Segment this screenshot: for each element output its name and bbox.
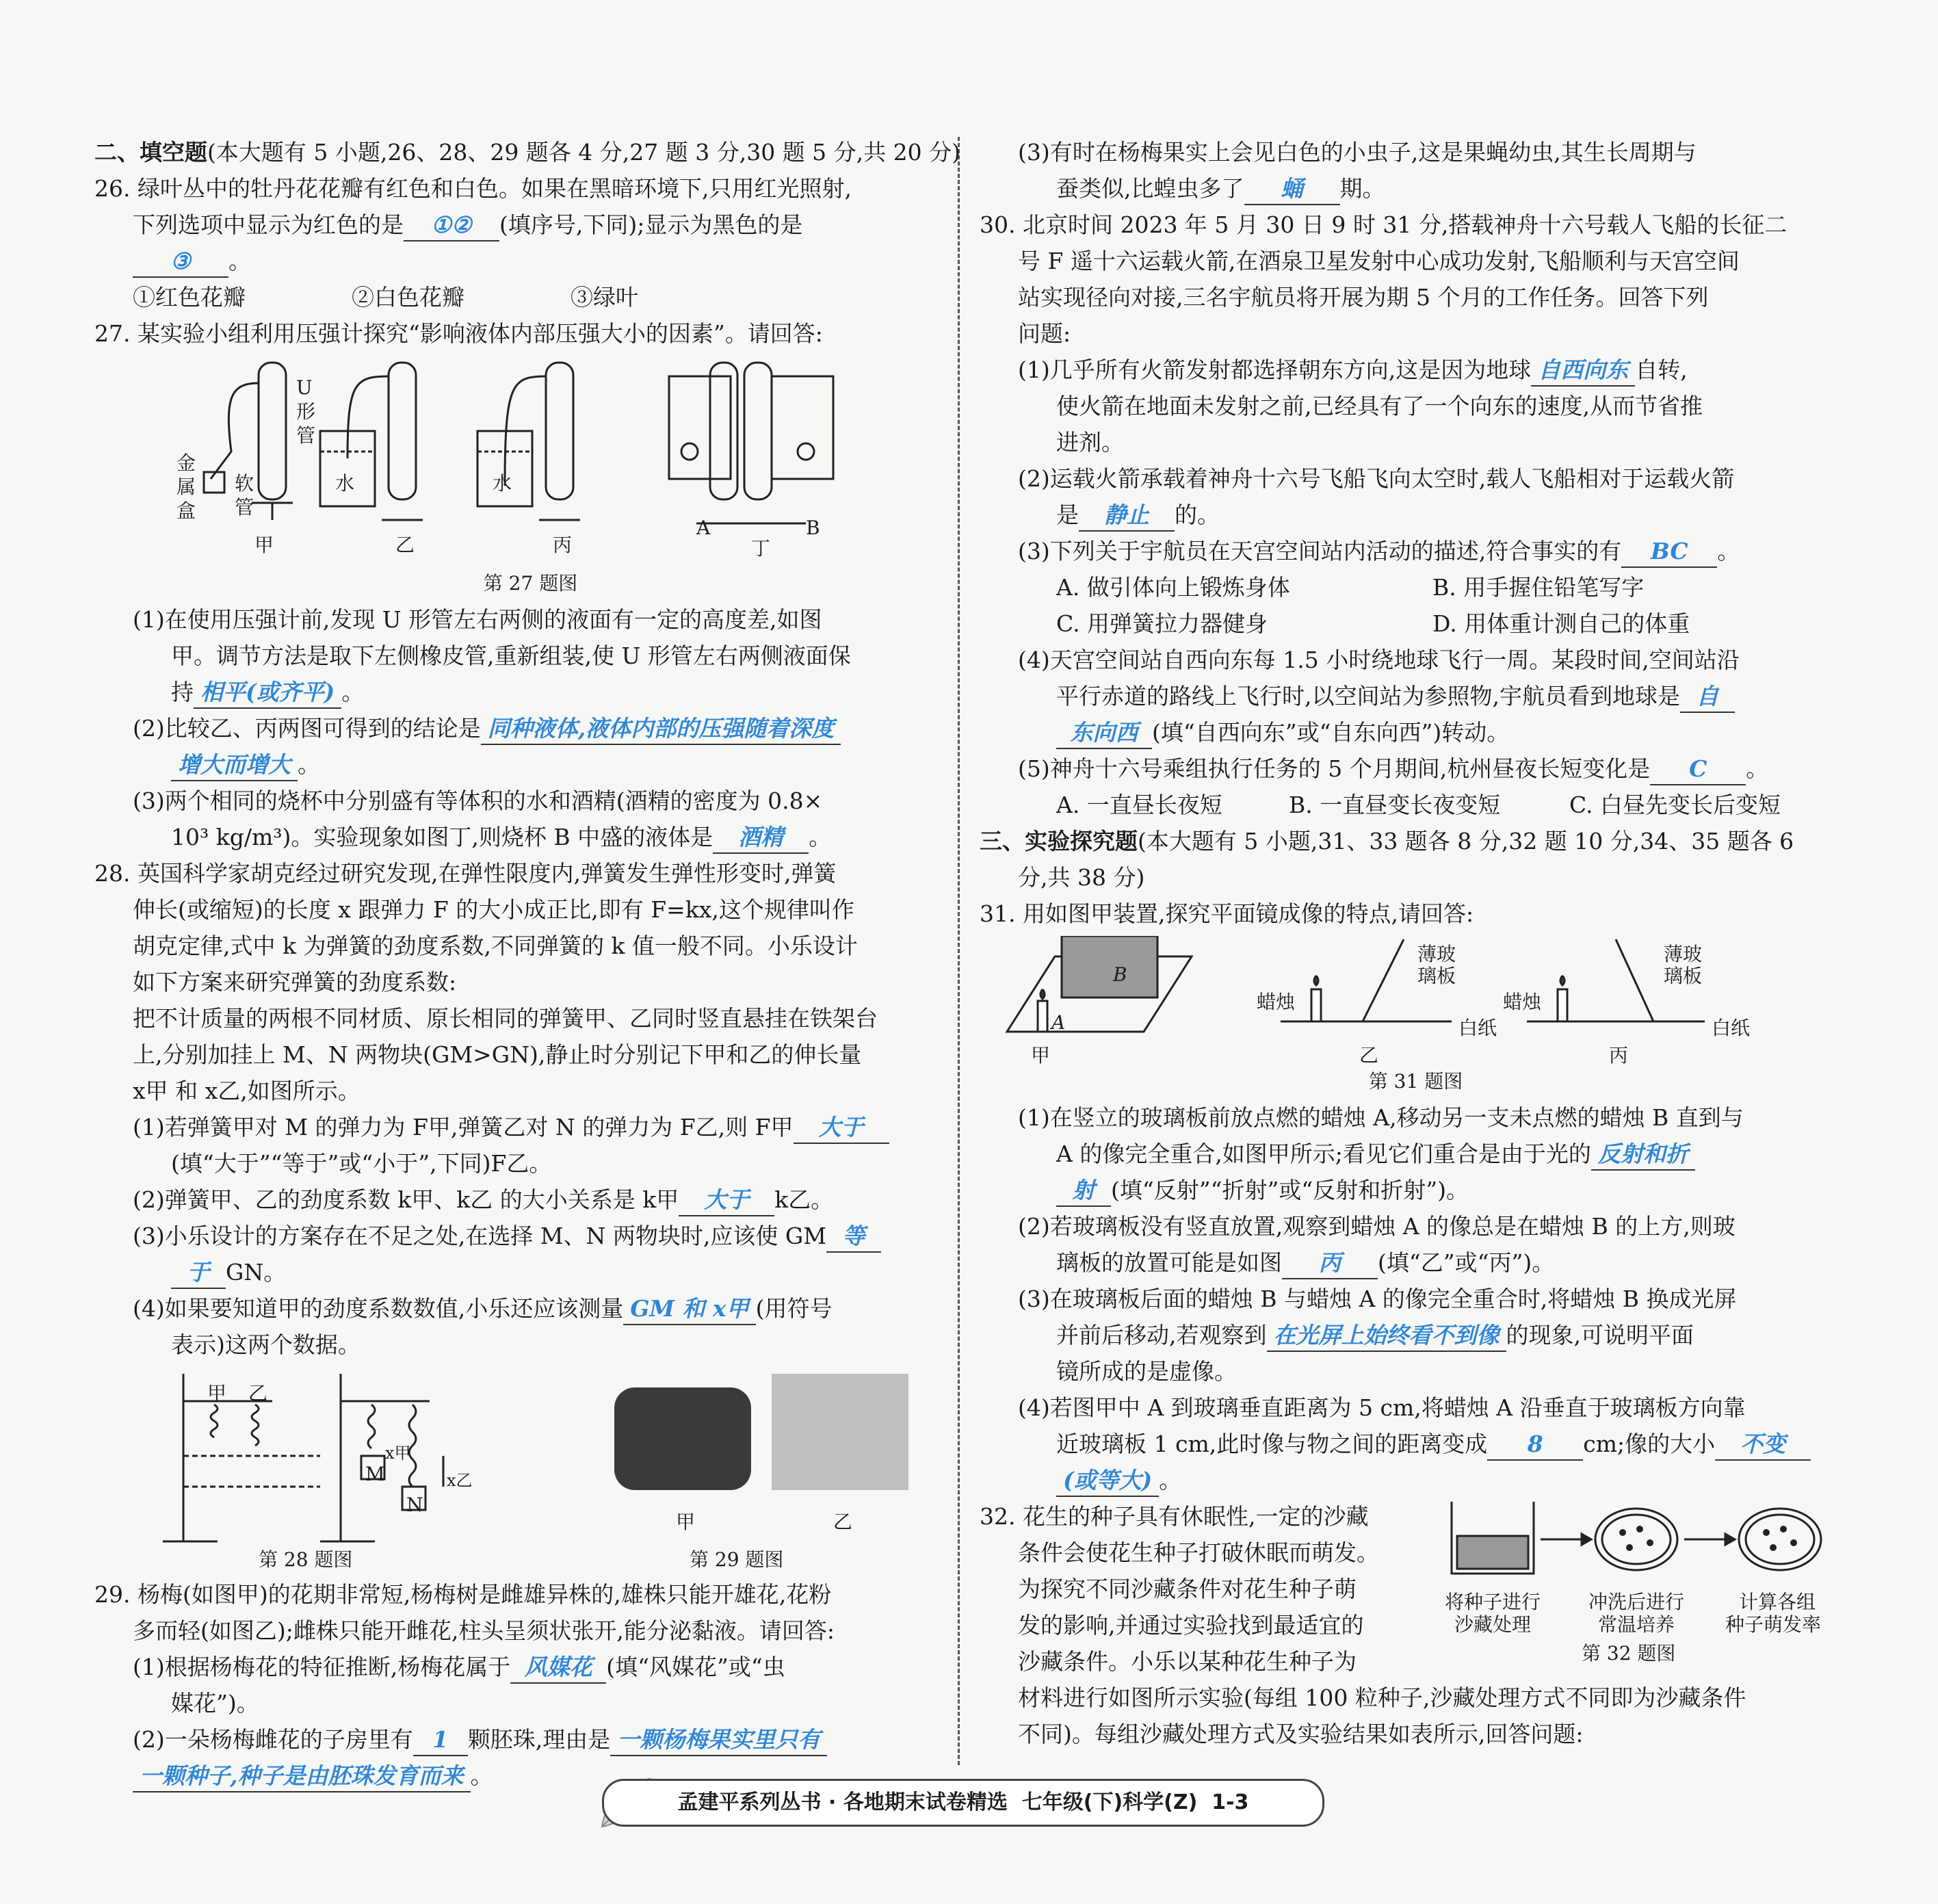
right-column (980, 134, 1852, 1752)
page-footer (602, 1779, 1324, 1827)
q29-line2: 多而轻(如图乙);雌株只能开雌花,柱头呈须状张开,能分泌黏液。请回答: (133, 1617, 835, 1644)
q29-fig-yi: 乙 (833, 1511, 853, 1533)
q30-p5-options (980, 787, 1852, 823)
q29-text: 。 (470, 1762, 493, 1789)
q28-text: k乙。 (774, 1186, 834, 1213)
q27-fig-ruan: 软 (235, 472, 254, 495)
q26-line1: 26. 绿叶丛中的牡丹花花瓣有红色和白色。如果在黑暗环境下,只用红光照射, (94, 175, 852, 202)
section3-heading (980, 823, 1852, 859)
q30-p3-options-1 (980, 569, 1852, 605)
q30-p4-line3 (980, 714, 1852, 751)
q30-line2: 号 F 遥十六运载火箭,在酒泉卫星发射中心成功发射,飞船顺利与天宫空间 (1018, 248, 1740, 274)
q30-text: 是 (1056, 501, 1079, 528)
q31-text: 近玻璃板 1 cm,此时像与物之间的距离变成 (1056, 1431, 1488, 1457)
q27-p1-line3 (94, 674, 967, 710)
q29-answer-3a: 一颗杨梅果实里只有 (610, 1725, 827, 1756)
q28-line4: 如下方案来研究弹簧的劲度系数: (133, 969, 457, 995)
q26-option-2: ②白色花瓣 (352, 284, 464, 311)
footer-grade: 七年级(下)科学(Z) (1021, 1790, 1198, 1814)
q27-line1: 27. 某实验小组利用压强计探究“影响液体内部压强大小的因素”。请回答: (94, 320, 823, 347)
q30-line3: 站实现径向对接,三名宇航员将开展为期 5 个月的工作任务。回答下列 (1018, 284, 1709, 311)
q31-answer-2: 丙 (1282, 1248, 1378, 1279)
q28-line2: 伸长(或缩短)的长度 x 跟弹力 F 的大小成正比,即有 F=kx,这个规律叫作 (133, 896, 854, 923)
q31-fig-candle-2: 蜡烛 (1503, 991, 1542, 1013)
q31-text: 。 (1159, 1467, 1182, 1494)
section3-desc-2: 分,共 38 分) (1018, 864, 1145, 891)
q27-fig-he: 盒 (176, 499, 196, 522)
q30-answer-2: 静止 (1079, 500, 1175, 532)
q28-answer-3b: 于 (171, 1257, 226, 1289)
q28-text: (4)如果要知道甲的劲度系数数值,小乐还应该测量 (133, 1295, 624, 1322)
q27-fig-shui-1: 水 (335, 472, 355, 495)
q28-answer-2: 大于 (679, 1185, 774, 1216)
q31-answer-1b: 射 (1056, 1175, 1111, 1207)
q28-answer-3a: 等 (826, 1221, 881, 1253)
q27-text: (2)比较乙、丙两图可得到的结论是 (133, 715, 481, 742)
q29-answer-1: 风媒花 (510, 1652, 606, 1684)
q32-line6: 材料进行如图所示实验(每组 100 粒种子,沙藏处理方式不同即为沙藏条件 (1018, 1684, 1746, 1711)
q31-p2-line2 (980, 1244, 1852, 1281)
q30-p4-line2 (980, 678, 1852, 714)
q28-p2 (94, 1182, 967, 1218)
peanut-experiment-flow (1445, 1498, 1828, 1594)
q28-text: (3)小乐设计的方案存在不足之处,在选择 M、N 两物块时,应该使 GM (133, 1223, 827, 1249)
q31-text: 并前后移动,若观察到 (1056, 1322, 1267, 1348)
q28-line1: 28. 英国科学家胡克经过研究发现,在弹性限度内,弹簧发生弹性形变时,弹簧 (94, 860, 837, 887)
q30-p1-line1 (980, 352, 1852, 388)
q30-p1-line3: 进剂。 (1056, 429, 1124, 456)
q27-fig-ding: 丁 (751, 537, 771, 560)
q28-p1-line1 (94, 1109, 967, 1145)
q30-text: 。 (1746, 755, 1769, 782)
q27-answer-2b: 增大而增大 (171, 750, 298, 781)
q32-block (980, 1498, 1852, 1680)
q30-5-option-a: A. 一直昼长夜短 (1056, 792, 1222, 818)
q27-answer-1: 相平(或齐平) (194, 677, 341, 709)
section2-desc: (本大题有 5 小题,26、28、29 题各 4 分,27 题 3 分,30 题 5 分,共 20 分) (207, 139, 961, 166)
q28-line6: 上,分别加挂上 M、N 两物块(GM>GN),静止时分别记下甲和乙的伸长量 (133, 1041, 862, 1068)
q26-line3 (94, 243, 967, 279)
q27-answer-2a: 同种液体,液体内部的压强随着深度 (481, 714, 841, 745)
q31-p3-line1: (3)在玻璃板后面的蜡烛 B 与蜡烛 A 的像完全重合时,将蜡烛 B 换成光屏 (1018, 1286, 1737, 1312)
q29-text: 颗胚珠,理由是 (467, 1726, 611, 1753)
q28-fig-xjia: x甲 (385, 1444, 411, 1463)
q26-options (94, 279, 967, 315)
q30-answer-1: 自西向东 (1531, 355, 1635, 387)
q32-line4: 发的影响,并通过实验找到最适宜的 (1018, 1612, 1364, 1639)
q29-text: (2)一朵杨梅雌花的子房里有 (133, 1726, 413, 1753)
q30-answer-5: C (1650, 754, 1746, 785)
q29-p3-line2 (980, 170, 1852, 207)
q30-option-a: A. 做引体向上锻炼身体 (1056, 574, 1290, 601)
q31-text: (填“乙”或“丙”)。 (1378, 1249, 1555, 1276)
q31-fig-glass2-1: 璃板 (1417, 965, 1456, 987)
q29-text: (填“风媒花”或“虫 (606, 1654, 785, 1680)
q31-fig-glass2-2: 璃板 (1664, 965, 1703, 987)
q29-p1-line1 (94, 1649, 967, 1685)
q28-fig-xyi: x乙 (447, 1471, 473, 1490)
q31-fig-paper-1: 白纸 (1458, 1017, 1497, 1039)
q31-p1-line3 (980, 1172, 1852, 1208)
q28-p1-line2: (填“大于”“等于”或“小于”,下同)F乙。 (171, 1150, 552, 1177)
left-column (94, 134, 967, 1794)
q27-fig-shui-2: 水 (493, 472, 512, 495)
q29-p3-line1: (3)有时在杨梅果实上会见白色的小虫子,这是果蝇幼虫,其生长周期与 (1018, 139, 1697, 166)
q32-step2-line2: 常温培养 (1598, 1613, 1675, 1636)
q29-text: 蚕类似,比蝗虫多了 (1056, 175, 1244, 202)
q27-p3-line2 (94, 819, 967, 855)
bayberry-flower-photo-yi (772, 1374, 908, 1490)
q28-answer-4: GM 和 x甲 (623, 1294, 755, 1325)
q28-text: GN。 (226, 1259, 287, 1286)
q27-caption: 第 27 题图 (483, 572, 578, 595)
q30-line4: 问题: (1018, 320, 1071, 347)
q29-text: 期。 (1339, 175, 1385, 202)
q28-fig-yi: 乙 (248, 1382, 268, 1405)
q32-line7: 不同)。每组沙藏处理方式及实验结果如表所示,回答问题: (1018, 1721, 1584, 1747)
q32-step3-line1: 计算各组 (1739, 1591, 1816, 1613)
q29-answer-3b: 一颗种子,种子是由胚珠发育而来 (133, 1761, 471, 1792)
q29-p2-line1 (94, 1721, 967, 1758)
q31-p1-line1: (1)在竖立的玻璃板前放点燃的蜡烛 A,移动另一支未点燃的蜡烛 B 直到与 (1018, 1104, 1744, 1131)
q27-fig-bing: 丙 (553, 534, 573, 556)
q27-fig-yi: 乙 (395, 534, 415, 556)
q30-text: 平行赤道的路线上飞行时,以空间站为参照物,宇航员看到地球是 (1056, 683, 1680, 709)
q28-fig-m: M (365, 1463, 385, 1485)
q30-answer-4a: 自 (1680, 681, 1735, 713)
q28-p3-line1 (94, 1218, 967, 1254)
q31-answer-5a: 不变 (1715, 1429, 1811, 1461)
q31-answer-1a: 反射和折 (1591, 1139, 1695, 1171)
q27-figure (94, 356, 967, 561)
q31-p4-line2 (980, 1426, 1852, 1462)
q27-p2-line2 (94, 746, 967, 783)
q28-line3: 胡克定律,式中 k 为弹簧的劲度系数,不同弹簧的 k 值一般不同。小乐设计 (133, 933, 858, 959)
q30-5-option-b: B. 一直昼变长夜变短 (1289, 792, 1501, 818)
q30-option-b: B. 用手握住铅笔写字 (1432, 574, 1645, 601)
q27-fig-shu: 属 (176, 475, 196, 498)
q30-text: 自转, (1635, 356, 1688, 383)
bayberry-photo-jia (614, 1387, 751, 1490)
q30-p2-line2 (980, 497, 1852, 533)
q29-line1: 29. 杨梅(如图甲)的花期非常短,杨梅树是雌雄异株的,雄株只能开雄花,花粉 (94, 1581, 832, 1608)
q29-answer-2: 1 (413, 1725, 468, 1756)
q28-q29-figures (94, 1367, 967, 1572)
q26-text: 。 (228, 248, 251, 274)
q32-figure (1445, 1498, 1828, 1676)
q31-fig-a: A (1051, 1011, 1066, 1034)
q31-p4-line3 (980, 1462, 1852, 1498)
q31-fig-jia: 甲 (1031, 1044, 1051, 1067)
q31-answer-4: 8 (1487, 1429, 1583, 1461)
q31-fig-yi: 乙 (1359, 1044, 1379, 1067)
section2-heading (94, 134, 967, 170)
q27-p1-line1: (1)在使用压强计前,发现 U 形管左右两侧的液面有一定的高度差,如图 (133, 606, 822, 633)
q27-p1-line2: 甲。调节方法是取下左侧橡皮管,重新组装,使 U 形管左右两侧液面保 (171, 642, 851, 669)
q32-line3: 为探究不同沙藏条件对花生种子萌 (1018, 1576, 1357, 1602)
q31-p2-line1: (2)若玻璃板没有竖直放置,观察到蜡烛 A 的像总是在蜡烛 B 的上方,则玻 (1018, 1213, 1736, 1240)
q30-p1-line2: 使火箭在地面未发射之前,已经具有了一个向东的速度,从而节省推 (1056, 393, 1703, 419)
q30-answer-3: BC (1621, 536, 1717, 568)
q29-caption: 第 29 题图 (690, 1548, 784, 1571)
q31-text: cm;像的大小 (1583, 1431, 1716, 1457)
q31-fig-bing: 丙 (1609, 1044, 1629, 1067)
q30-p4-line1: (4)天宫空间站自西向东每 1.5 小时绕地球飞行一周。某段时间,空间站沿 (1018, 647, 1740, 673)
q32-step1-line1: 将种子进行 (1445, 1591, 1541, 1613)
section2-title: 二、填空题 (94, 139, 207, 166)
q30-option-c: C. 用弹簧拉力器健身 (1056, 610, 1268, 637)
q27-text: 。 (809, 824, 832, 850)
q29-p1-line2: 媒花”)。 (171, 1690, 259, 1717)
q31-text: (填“反射”“折射”或“反射和折射”)。 (1111, 1177, 1469, 1203)
q30-p3-options-2 (980, 605, 1852, 642)
q31-fig-paper-2: 白纸 (1712, 1017, 1751, 1039)
q27-p3-line1: (3)两个相同的烧杯中分别盛有等体积的水和酒精(酒精的密度为 0.8× (133, 787, 823, 814)
footer-page-number: 1-3 (1212, 1790, 1249, 1814)
q28-p3-line2 (94, 1254, 967, 1290)
q30-option-d: D. 用体重计测自己的体重 (1432, 610, 1690, 637)
q32-line5: 沙藏条件。小乐以某种花生种子为 (1018, 1648, 1357, 1675)
footer-series: 孟建平系列丛书 · 各地期末试卷精选 (677, 1790, 1008, 1814)
q27-text: 持 (171, 679, 194, 705)
q30-p5-line1 (980, 751, 1852, 787)
q29-answer-4: 蛹 (1244, 174, 1340, 205)
q32-line2: 条件会使花生种子打破休眠而萌发。 (1018, 1539, 1379, 1566)
q27-fig-jin: 金 (176, 452, 196, 474)
q31-p4-line1: (4)若图甲中 A 到玻璃垂直距离为 5 cm,将蜡烛 A 沿垂直于玻璃板方向靠 (1018, 1394, 1746, 1421)
q32-step1-line2: 沙藏处理 (1454, 1613, 1532, 1636)
q32-line1: 32. 花生的种子具有休眠性,一定的沙藏 (980, 1503, 1369, 1530)
q29-fig-jia: 甲 (676, 1511, 696, 1533)
q30-line1: 30. 北京时间 2023 年 5 月 30 日 9 时 31 分,搭载神舟十六号载人飞船的长征二 (980, 211, 1788, 238)
q30-text: 的。 (1175, 501, 1220, 528)
q32-caption: 第 32 题图 (1582, 1642, 1676, 1665)
q27-fig-xing: 形 (296, 400, 316, 423)
q28-line5: 把不计质量的两根不同材质、原长相同的弹簧甲、乙同时竖直悬挂在铁架台 (133, 1005, 878, 1032)
q31-text: A 的像完全重合,如图甲所示;看见它们重合是由于光的 (1056, 1140, 1591, 1167)
q27-fig-guan2: 管 (235, 496, 254, 519)
q28-text: (用符号 (755, 1295, 833, 1322)
q31-caption: 第 31 题图 (1368, 1070, 1463, 1093)
q26-option-1: ①红色花瓣 (133, 284, 246, 311)
q26-line2 (94, 207, 967, 243)
q30-text: (1)几乎所有火箭发射都选择朝东方向,这是因为地球 (1018, 356, 1532, 383)
q27-fig-b: B (806, 517, 820, 539)
q31-fig-glass1-2: 薄玻 (1664, 943, 1703, 965)
q31-p1-line2 (980, 1136, 1852, 1172)
q28-line7: x甲 和 x乙,如图所示。 (133, 1078, 361, 1104)
q31-figure (980, 936, 1852, 1067)
q26-answer-1: ①② (404, 210, 499, 242)
pressure-gauge-diagram (94, 356, 847, 561)
q30-answer-4b: 东向西 (1056, 718, 1152, 749)
q28-caption: 第 28 题图 (259, 1548, 353, 1571)
q28-text: (2)弹簧甲、乙的劲度系数 k甲、k乙 的大小关系是 k甲 (133, 1186, 679, 1213)
q29-text: (1)根据杨梅花的特征推断,杨梅花属于 (133, 1654, 511, 1680)
q27-text: 。 (298, 751, 320, 778)
q27-text: 。 (341, 679, 365, 705)
q31-line1: 31. 用如图甲装置,探究平面镜成像的特点,请回答: (980, 900, 1474, 927)
q31-text: 的现象,可说明平面 (1506, 1322, 1694, 1348)
q31-fig-candle-1: 蜡烛 (1257, 991, 1296, 1013)
q27-text: 10³ kg/m³)。实验现象如图丁,则烧杯 B 中盛的液体是 (171, 824, 713, 850)
q31-p3-line3: 镜所成的是虚像。 (1056, 1358, 1237, 1385)
q28-p4-line1 (94, 1290, 967, 1327)
q28-fig-n: N (406, 1494, 423, 1516)
q31-p3-line2 (980, 1317, 1852, 1353)
q30-5-option-c: C. 白昼先变长后变短 (1569, 792, 1781, 818)
q30-p2-line1: (2)运载火箭承载着神舟十六号飞船飞向太空时,载人飞船相对于运载火箭 (1018, 465, 1735, 492)
section3-title: 三、实验探究题 (980, 828, 1138, 855)
q28-p4-line2: 表示)这两个数据。 (171, 1331, 361, 1358)
section3-desc: (本大题有 5 小题,31、33 题各 8 分,32 题 10 分,34、35 题各 6 (1138, 828, 1794, 855)
q31-fig-glass1-1: 薄玻 (1417, 943, 1456, 965)
q27-fig-jia: 甲 (254, 534, 274, 556)
q30-text: (填“自西向东”或“自东向西”)转动。 (1152, 719, 1510, 746)
q26-text: (填序号,下同);显示为黑色的是 (499, 211, 803, 238)
q27-p2-line1 (94, 710, 967, 746)
q31-answer-5b: (或等大) (1056, 1465, 1159, 1497)
q30-text: 。 (1717, 538, 1740, 564)
q28-answer-1: 大于 (794, 1112, 889, 1144)
q26-text: 下列选项中显示为红色的是 (133, 211, 404, 238)
q28-fig-jia: 甲 (207, 1382, 227, 1405)
q32-step3-line2: 种子萌发率 (1725, 1613, 1822, 1636)
q28-text: (1)若弹簧甲对 M 的弹力为 F甲,弹簧乙对 N 的弹力为 F乙,则 F甲 (133, 1114, 794, 1140)
q31-answer-3: 在光屏上始终看不到像 (1267, 1320, 1506, 1352)
q30-text: (5)神舟十六号乘组执行任务的 5 个月期间,杭州昼夜长短变化是 (1018, 755, 1651, 782)
q31-text: 璃板的放置可能是如图 (1056, 1249, 1282, 1276)
q31-fig-b: B (1113, 963, 1127, 986)
q27-fig-a: A (696, 517, 711, 539)
q26-option-3: ③绿叶 (571, 284, 638, 311)
q30-text: (3)下列关于宇航员在天宫空间站内活动的描述,符合事实的有 (1018, 538, 1622, 564)
q27-fig-u: U (296, 376, 313, 399)
q32-step2-line1: 冲洗后进行 (1588, 1591, 1685, 1613)
q27-answer-3: 酒精 (713, 822, 809, 854)
q26-answer-2: ③ (133, 246, 228, 278)
q30-p3-line1 (980, 533, 1852, 569)
q27-fig-guan: 管 (296, 424, 316, 447)
